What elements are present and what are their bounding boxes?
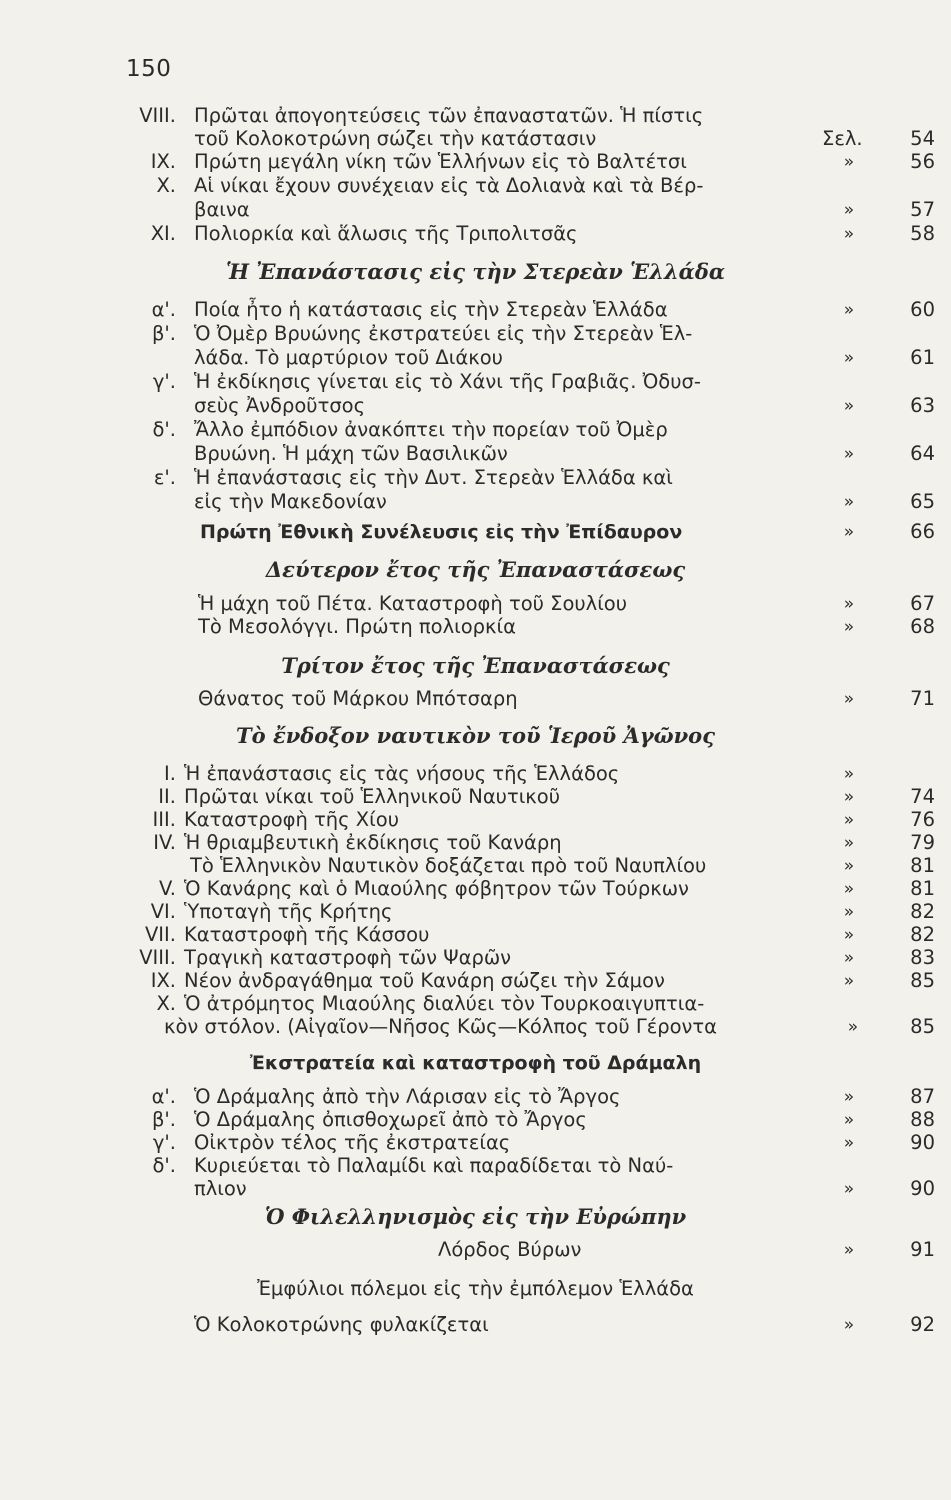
toc-page-number: 65 bbox=[910, 490, 935, 513]
toc-entry-text: Ὁ Κολοκοτρώνης φυλακίζεται bbox=[194, 1313, 489, 1336]
toc-page-number: 85 bbox=[910, 1015, 935, 1038]
toc-entry-text: Ὁ Δράμαλης ἀπὸ τὴν Λάρισαν εἰς τὸ Ἄργος bbox=[194, 1085, 621, 1108]
toc-entry-text: Πρῶται ἀπογοητεύσεις τῶν ἐπαναστατῶν. Ἡ πίστις bbox=[194, 104, 704, 127]
ditto-mark: » bbox=[843, 925, 855, 945]
toc-entry-text: Ἡ θριαμβευτικὴ ἐκδίκησις τοῦ Κανάρη bbox=[184, 831, 562, 854]
toc-entry-text: λάδα. Τὸ μαρτύριον τοῦ Διάκου bbox=[194, 346, 503, 369]
chapter-number: X. bbox=[156, 992, 176, 1015]
chapter-number: III. bbox=[152, 808, 176, 831]
toc-page-number: 66 bbox=[910, 520, 935, 543]
toc-entry-text: Πρώτη Ἐθνικὴ Συνέλευσις εἰς τὴν Ἐπίδαυρον bbox=[200, 521, 683, 543]
section-heading: Ἐμφύλιοι πόλεμοι εἰς τὴν ἐμπόλεμον Ἑλλάδα bbox=[257, 1277, 694, 1300]
toc-entry-text: εἰς τὴν Μακεδονίαν bbox=[194, 490, 387, 513]
toc-page-number: 87 bbox=[910, 1085, 935, 1108]
ditto-mark: » bbox=[843, 1087, 855, 1107]
toc-page-number: 91 bbox=[910, 1238, 935, 1261]
toc-entry-text: Πρῶται νίκαι τοῦ Ἑλληνικοῦ Ναυτικοῦ bbox=[184, 785, 561, 808]
toc-page-number: 56 bbox=[910, 150, 935, 173]
toc-page-number: 82 bbox=[910, 900, 935, 923]
toc-page-number: 54 bbox=[910, 127, 935, 150]
ditto-mark: » bbox=[843, 1110, 855, 1130]
toc-page-number: 90 bbox=[910, 1177, 935, 1200]
toc-page-number: 81 bbox=[910, 877, 935, 900]
toc-page-number: 76 bbox=[910, 808, 935, 831]
toc-page-number: 85 bbox=[910, 969, 935, 992]
chapter-number: II. bbox=[158, 785, 176, 808]
chapter-number: V. bbox=[158, 877, 176, 900]
toc-entry-text: Τὸ Μεσολόγγι. Πρώτη πολιορκία bbox=[198, 615, 516, 638]
toc-entry-text: Ὁ ἀτρόμητος Μιαούλης διαλύει τὸν Τουρκοαιγυπτια- bbox=[184, 992, 705, 1015]
toc-entry-text: τοῦ Κολοκοτρώνη σώζει τὴν κατάστασιν bbox=[194, 127, 597, 150]
toc-page-number: 61 bbox=[910, 346, 935, 369]
ditto-mark: » bbox=[843, 902, 855, 922]
section-heading: Τρίτον ἔτος τῆς Ἐπαναστάσεως bbox=[281, 653, 670, 678]
chapter-number: VI. bbox=[150, 900, 176, 923]
toc-entry-text: Τραγικὴ καταστροφὴ τῶν Ψαρῶν bbox=[184, 946, 512, 969]
chapter-number: γ'. bbox=[152, 1131, 176, 1154]
toc-entry-text: Ὁ Κανάρης καὶ ὁ Μιαούλης φόβητρον τῶν Τούρκων bbox=[184, 877, 689, 900]
toc-page-number: 90 bbox=[910, 1131, 935, 1154]
toc-entry-text: Νέον ἀνδραγάθημα τοῦ Κανάρη σώζει τὴν Σάμον bbox=[184, 969, 665, 992]
section-heading: Ἐκστρατεία καὶ καταστροφὴ τοῦ Δράμαλη bbox=[249, 1052, 702, 1074]
page-number: 150 bbox=[126, 56, 172, 82]
toc-entry-text: Βρυώνη. Ἡ μάχη τῶν Βασιλικῶν bbox=[194, 442, 508, 465]
toc-page-number: 82 bbox=[910, 923, 935, 946]
toc-page-number: 79 bbox=[910, 831, 935, 854]
section-heading: Τὸ ἔνδοξον ναυτικὸν τοῦ Ἱεροῦ Ἀγῶνος bbox=[236, 723, 715, 748]
toc-page-number: 92 bbox=[910, 1313, 935, 1336]
chapter-number: X. bbox=[156, 174, 176, 197]
toc-entry-text: Θάνατος τοῦ Μάρκου Μπότσαρη bbox=[198, 687, 518, 710]
ditto-mark: » bbox=[843, 948, 855, 968]
chapter-number: α'. bbox=[151, 298, 176, 321]
ditto-mark: » bbox=[843, 444, 855, 464]
toc-entry-text: Τὸ Ἑλληνικὸν Ναυτικὸν δοξάζεται πρὸ τοῦ Ναυπλίου bbox=[190, 854, 707, 877]
ditto-mark: » bbox=[843, 348, 855, 368]
ditto-mark: » bbox=[843, 224, 855, 244]
toc-entry-text: Κυριεύεται τὸ Παλαμίδι καὶ παραδίδεται τὸ Ναύ- bbox=[194, 1154, 674, 1177]
ditto-mark: » bbox=[847, 1017, 859, 1037]
toc-entry-text: Ἡ ἐπανάστασις εἰς τὴν Δυτ. Στερεὰν Ἑλλάδα καὶ bbox=[194, 466, 673, 489]
toc-page-number: 58 bbox=[910, 222, 935, 245]
toc-entry-text: Καταστροφὴ τῆς Χίου bbox=[184, 808, 399, 831]
chapter-number: VIII. bbox=[139, 946, 176, 969]
ditto-mark: » bbox=[843, 1133, 855, 1153]
toc-page-number: 67 bbox=[910, 592, 935, 615]
ditto-mark: » bbox=[843, 810, 855, 830]
chapter-number: δ'. bbox=[152, 418, 176, 441]
toc-entry-text: Πολιορκία καὶ ἅλωσις τῆς Τριπολιτσᾶς bbox=[194, 222, 578, 245]
chapter-number: IX. bbox=[150, 150, 176, 173]
section-heading: Δεύτερον ἔτος τῆς Ἐπαναστάσεως bbox=[265, 557, 686, 582]
chapter-number: VIII. bbox=[139, 104, 176, 127]
ditto-mark: » bbox=[843, 833, 855, 853]
toc-page-number: 64 bbox=[910, 442, 935, 465]
ditto-mark: » bbox=[843, 1240, 855, 1260]
ditto-mark: » bbox=[843, 1179, 855, 1199]
ditto-mark: » bbox=[843, 492, 855, 512]
toc-page-number: 74 bbox=[910, 785, 935, 808]
chapter-number: α'. bbox=[151, 1085, 176, 1108]
chapter-number: β'. bbox=[151, 322, 176, 345]
toc-page-number: 81 bbox=[910, 854, 935, 877]
chapter-number: β'. bbox=[151, 1108, 176, 1131]
toc-entry-text: Καταστροφὴ τῆς Κάσσου bbox=[184, 923, 430, 946]
ditto-mark: » bbox=[843, 617, 855, 637]
chapter-number: XI. bbox=[150, 222, 176, 245]
toc-entry-text: Λόρδος Βύρων bbox=[438, 1238, 582, 1261]
ditto-mark: » bbox=[843, 200, 855, 220]
toc-entry-text: Ὁ Δράμαλης ὀπισθοχωρεῖ ἀπὸ τὸ Ἄργος bbox=[194, 1108, 587, 1131]
ditto-mark: » bbox=[843, 689, 855, 709]
toc-entry-text: βαινα bbox=[194, 198, 250, 221]
ditto-mark: » bbox=[843, 594, 855, 614]
chapter-number: VII. bbox=[144, 923, 176, 946]
chapter-number: γ'. bbox=[152, 370, 176, 393]
toc-entry-text: Αἱ νίκαι ἔχουν συνέχειαν εἰς τὰ Δολιανὰ καὶ τὰ Βέρ- bbox=[194, 174, 704, 197]
toc-entry-text: Ἡ μάχη τοῦ Πέτα. Καταστροφὴ τοῦ Σουλίου bbox=[198, 592, 628, 615]
ditto-mark: » bbox=[843, 971, 855, 991]
toc-page-number: 71 bbox=[910, 687, 935, 710]
chapter-number: I. bbox=[164, 762, 176, 785]
chapter-number: IV. bbox=[153, 831, 176, 854]
ditto-mark: » bbox=[843, 1315, 855, 1335]
toc-page-number: 60 bbox=[910, 298, 935, 321]
chapter-number: δ'. bbox=[152, 1154, 176, 1177]
toc-entry-text: κὸν στόλον. (Αἰγαῖον—Νῆσος Κῶς—Κόλπος τοῦ Γέροντα bbox=[164, 1015, 718, 1038]
toc-entry-text: πλιον bbox=[194, 1177, 247, 1200]
toc-entry-text: Ἡ ἐκδίκησις γίνεται εἰς τὸ Χάνι τῆς Γραβιᾶς. Ὀδυσ- bbox=[194, 370, 701, 393]
toc-entry-text: Πρώτη μεγάλη νίκη τῶν Ἑλλήνων εἰς τὸ Βαλτέτσι bbox=[194, 150, 687, 173]
chapter-number: ε'. bbox=[153, 466, 176, 489]
ditto-mark: » bbox=[843, 522, 855, 542]
toc-page-number: 57 bbox=[910, 198, 935, 221]
toc-page-number: 68 bbox=[910, 615, 935, 638]
ditto-mark: » bbox=[843, 879, 855, 899]
toc-page-number: 63 bbox=[910, 394, 935, 417]
toc-entry-text: Ποία ἦτο ἡ κατάστασις εἰς τὴν Στερεὰν Ἑλλάδα bbox=[194, 298, 668, 321]
toc-page-number: 88 bbox=[910, 1108, 935, 1131]
chapter-number: IX. bbox=[150, 969, 176, 992]
toc-entry-text: σεὺς Ἀνδροῦτσος bbox=[194, 394, 366, 417]
toc-entry-text: Ἡ ἐπανάστασις εἰς τὰς νήσους τῆς Ἑλλάδος bbox=[184, 762, 620, 785]
page-abbrev: Σελ. bbox=[822, 127, 863, 150]
section-heading: Ὁ Φιλελληνισμὸς εἰς τὴν Εὐρώπην bbox=[264, 1204, 687, 1229]
ditto-mark: » bbox=[843, 300, 855, 320]
toc-entry-text: Ὑποταγὴ τῆς Κρήτης bbox=[184, 900, 393, 923]
ditto-mark: » bbox=[843, 152, 855, 172]
section-heading: Ἡ Ἐπανάστασις εἰς τὴν Στερεὰν Ἑλλάδα bbox=[225, 259, 726, 284]
toc-entry-text: Ὁ Ὀμὲρ Βρυώνης ἐκστρατεύει εἰς τὴν Στερεὰν Ἑλ- bbox=[194, 322, 693, 345]
ditto-mark: » bbox=[843, 764, 855, 784]
toc-page-number: 83 bbox=[910, 946, 935, 969]
ditto-mark: » bbox=[843, 787, 855, 807]
ditto-mark: » bbox=[843, 396, 855, 416]
toc-entry-text: Οἰκτρὸν τέλος τῆς ἐκστρατείας bbox=[194, 1131, 511, 1154]
toc-entry-text: Ἄλλο ἐμπόδιον ἀνακόπτει τὴν πορείαν τοῦ Ὀμὲρ bbox=[194, 418, 668, 441]
ditto-mark: » bbox=[843, 856, 855, 876]
